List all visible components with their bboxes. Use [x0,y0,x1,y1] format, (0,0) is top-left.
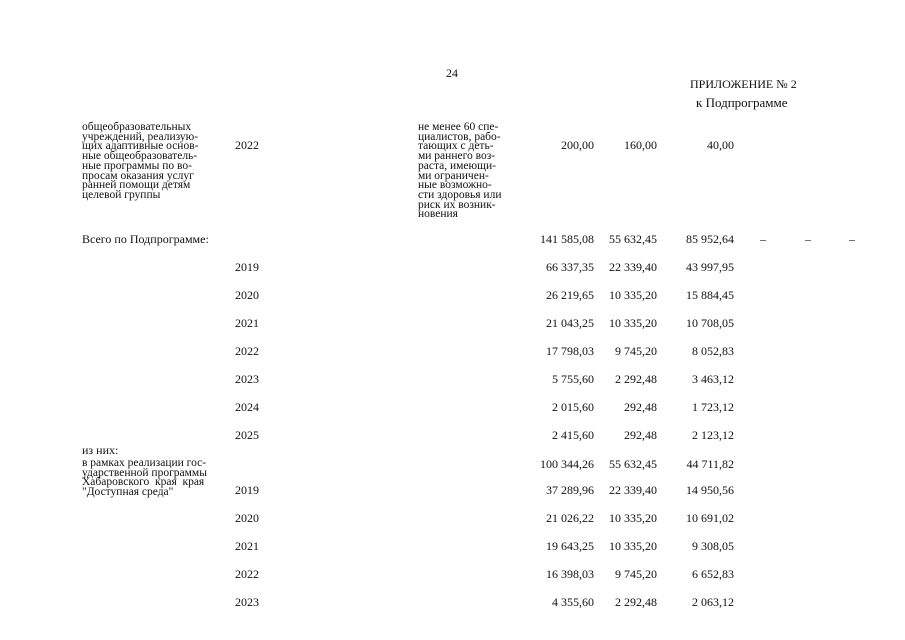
federal-cell: 10 335,20 [609,539,657,553]
year-cell: 2025 [235,428,259,442]
year-cell: 2023 [235,595,259,609]
year-cell: 2021 [235,316,259,330]
total-cell: 19 643,25 [546,539,594,553]
grand-total-regional: 85 952,64 [686,232,734,246]
total-cell: 17 798,03 [546,344,594,358]
grand-total-total: 141 585,08 [540,232,594,246]
federal-cell: 22 339,40 [609,260,657,274]
federal-cell: 10 335,20 [609,511,657,525]
federal-cell: 2 292,48 [615,595,657,609]
total-cell: 2 415,60 [552,428,594,442]
regional-cell: 6 652,83 [692,567,734,581]
total-cell: 5 755,60 [552,372,594,386]
first-row-year: 2022 [235,138,259,152]
measure-description: общеобразовательных учреждений, реализую- щих адаптивные основ- ные общеобразователь- ные программы по во- просам оказания услуг ранней помощи детям целевой группы [82,121,199,201]
appendix-title: ПРИЛОЖЕНИЕ № 2 [690,77,797,91]
grand-total-label: Всего по Подпрограмме: [82,232,209,246]
regional-cell: 9 308,05 [692,539,734,553]
indicator-description: не менее 60 спе- циалистов, рабо- тающих с деть- ми раннего воз- раста, имеющи- ми ограничен- ные возможно- сти здоровья или риск их возник- новения [418,121,502,221]
federal-cell: 22 339,40 [609,483,657,497]
federal-cell: 9 745,20 [615,344,657,358]
year-cell: 2020 [235,511,259,525]
total-cell: 2 015,60 [552,400,594,414]
year-cell: 2021 [235,539,259,553]
regional-cell: 2 123,12 [692,428,734,442]
total-cell: 37 289,96 [546,483,594,497]
first-row-total: 200,00 [561,138,594,152]
federal-cell: 10 335,20 [609,288,657,302]
total-cell: 26 219,65 [546,288,594,302]
appendix-subtitle: к Подпрограмме [696,95,788,110]
total-cell: 16 398,03 [546,567,594,581]
regional-cell: 2 063,12 [692,595,734,609]
grand-total-dash: – [849,232,855,246]
total-cell: 21 026,22 [546,511,594,525]
of-which-label: из них: [82,443,119,457]
federal-cell: 9 745,20 [615,567,657,581]
year-cell: 2022 [235,344,259,358]
regional-cell: 1 723,12 [692,400,734,414]
first-row-regional: 40,00 [707,138,734,152]
subsection-total: 100 344,26 [540,457,594,471]
year-cell: 2023 [235,372,259,386]
year-cell: 2022 [235,567,259,581]
grand-total-dash: – [805,232,811,246]
year-cell: 2019 [235,260,259,274]
federal-cell: 10 335,20 [609,316,657,330]
regional-cell: 8 052,83 [692,344,734,358]
subsection-label: в рамках реализации гос- ударственной программы Хабаровского края края "Доступная среда" [82,457,207,499]
year-cell: 2019 [235,483,259,497]
total-cell: 66 337,35 [546,260,594,274]
grand-total-dash: – [760,232,766,246]
regional-cell: 3 463,12 [692,372,734,386]
year-cell: 2024 [235,400,259,414]
federal-cell: 292,48 [624,400,657,414]
federal-cell: 2 292,48 [615,372,657,386]
regional-cell: 15 884,45 [686,288,734,302]
subsection-federal: 55 632,45 [609,457,657,471]
federal-cell: 292,48 [624,428,657,442]
year-cell: 2020 [235,288,259,302]
total-cell: 21 043,25 [546,316,594,330]
page-number: 24 [446,66,458,80]
first-row-federal: 160,00 [624,138,657,152]
grand-total-federal: 55 632,45 [609,232,657,246]
subsection-regional: 44 711,82 [686,457,734,471]
regional-cell: 10 708,05 [686,316,734,330]
regional-cell: 10 691,02 [686,511,734,525]
regional-cell: 14 950,56 [686,483,734,497]
regional-cell: 43 997,95 [686,260,734,274]
total-cell: 4 355,60 [552,595,594,609]
